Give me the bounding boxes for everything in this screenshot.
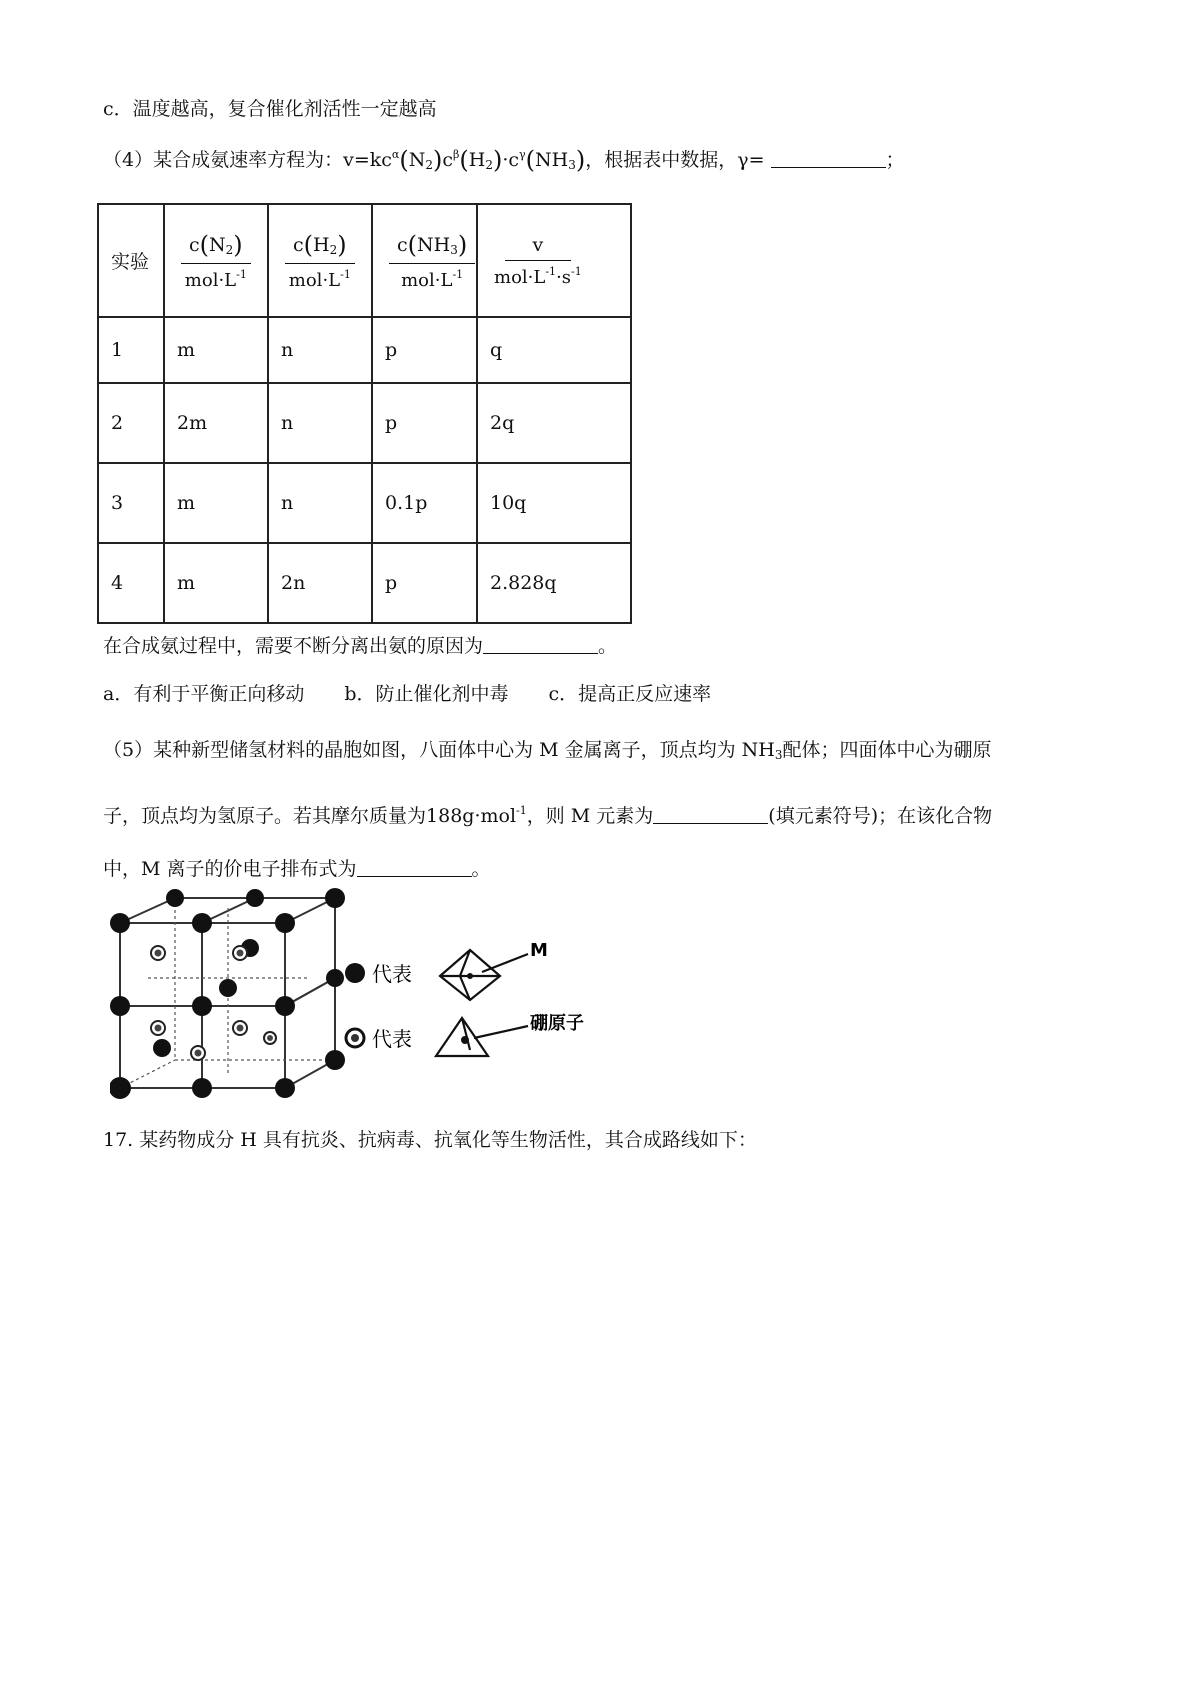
table-row: [98, 383, 631, 463]
options-line: [103, 680, 711, 708]
table-row: [98, 463, 631, 543]
c-symbol: c: [397, 233, 408, 256]
q5-line2: [103, 797, 992, 830]
q5-text: 子，顶点均为氢原子。若其摩尔质量为: [103, 805, 427, 827]
c-symbol: c: [442, 149, 454, 171]
label-boron: 硼原子: [530, 1013, 584, 1034]
header-c-nh3: $\frac{c(NH_3)}{mol\cdot L^{-1}}$: [372, 204, 477, 317]
gamma: γ: [519, 148, 526, 161]
q5-line1: [103, 736, 992, 769]
table-cell: 4: [98, 543, 164, 623]
unit-mol-l: mol·L: [184, 269, 237, 291]
header-c-n2: $\frac{c(N_2)}{mol\cdot L^{-1}}$: [164, 204, 268, 317]
option-b: b．防止催化剂中毒: [344, 683, 509, 705]
h-symbol: H: [313, 233, 330, 256]
label-m: M: [530, 940, 548, 961]
octahedron-icon: [440, 950, 528, 1000]
unit-s: ·s: [556, 266, 572, 288]
c-symbol: c: [189, 233, 200, 256]
unit-mol-l: mol·L: [288, 269, 341, 291]
q5-text: ，则 M 元素为: [526, 805, 654, 827]
answer-blank[interactable]: [357, 858, 472, 877]
table-header-row: [98, 204, 631, 317]
rate-data-table: [97, 203, 632, 624]
table-cell: p: [372, 317, 477, 383]
n-symbol: N: [408, 149, 426, 171]
table-cell: n: [268, 383, 372, 463]
q17-line: 17. 某药物成分 H 具有抗炎、抗病毒、抗氧化等生物活性，其合成路线如下：: [103, 1129, 757, 1151]
table-cell: p: [372, 383, 477, 463]
crystal-cell-figure: [110, 888, 630, 1108]
q4-after: ，根据表中数据，γ=: [585, 149, 765, 171]
reason-end: 。: [598, 635, 618, 657]
header-c-h2: $\frac{c(H_2)}{mol\cdot L^{-1}}$: [268, 204, 372, 317]
molar-mass: 188g·mol: [426, 805, 517, 827]
table-cell: 2.828q: [477, 543, 631, 623]
unit-mol-l: mol·L: [401, 269, 453, 291]
nh-symbol: NH: [535, 149, 569, 171]
table-cell: m: [164, 463, 268, 543]
nh-symbol: NH: [417, 233, 451, 256]
exp: -1: [236, 267, 247, 281]
table-cell: m: [164, 543, 268, 623]
table-cell: q: [477, 317, 631, 383]
q5-end: 。: [471, 858, 491, 880]
option-c: c．提高正反应速率: [548, 683, 712, 705]
answer-blank[interactable]: [771, 149, 886, 168]
sub-2: 2: [485, 158, 493, 172]
answer-blank[interactable]: [653, 805, 768, 824]
exp: -1: [340, 267, 351, 281]
exp: -1: [516, 804, 527, 817]
q5-line3: [103, 855, 491, 883]
sub-2: 2: [425, 158, 433, 172]
table-cell: 0.1p: [372, 463, 477, 543]
exp: -1: [545, 264, 557, 278]
exp: -1: [452, 267, 464, 281]
legend-text-1: 代表: [372, 962, 412, 986]
table-cell: 2q: [477, 383, 631, 463]
c-symbol: c: [293, 233, 304, 256]
tetrahedron-icon: [436, 1018, 528, 1056]
q5-text: （5）某种新型储氢材料的晶胞如图，八面体中心为 M 金属离子，顶点均为: [103, 739, 742, 761]
table-cell: n: [268, 317, 372, 383]
option-c-line: c．温度越高，复合催化剂活性一定越高: [103, 98, 437, 120]
exp: -1: [571, 264, 582, 278]
reason-text: 在合成氨过程中，需要不断分离出氨的原因为: [103, 635, 484, 657]
c-symbol: c: [508, 149, 520, 171]
q4-rate-equation: （4）某合成氨速率方程为：$v=kc^\alpha(N_2)c^\beta(H_2)\cdot c^\gamma(NH_3)$，根据表中数据，γ= ；: [103, 146, 905, 174]
reason-line: [103, 632, 617, 660]
q5-text: 配体；四面体中心为硼原: [782, 739, 992, 761]
nh-symbol: NH: [741, 739, 775, 761]
table-row: [98, 317, 631, 383]
q5-text: 中，M 离子的价电子排布式为: [103, 858, 357, 880]
q4-end: ；: [885, 149, 905, 171]
header-v: [477, 204, 631, 317]
sub-2: 2: [329, 242, 338, 257]
n-symbol: N: [209, 233, 226, 256]
table-cell: 2m: [164, 383, 268, 463]
q5-text: (填元素符号)；在该化合物: [768, 805, 993, 827]
table-cell: 3: [98, 463, 164, 543]
table-cell: n: [268, 463, 372, 543]
beta: β: [453, 148, 460, 161]
table-cell: 2n: [268, 543, 372, 623]
q4-prefix: （4）某合成氨速率方程为：: [103, 149, 344, 171]
unit-mol-l: mol·L: [494, 266, 546, 288]
table-cell: p: [372, 543, 477, 623]
dot: ·: [502, 149, 509, 171]
table-cell: m: [164, 317, 268, 383]
sub-3: 3: [450, 242, 458, 257]
q4-v-eq: v=kc: [343, 149, 392, 171]
header-experiment: 实验: [98, 204, 164, 317]
v-symbol: v: [532, 233, 544, 256]
sub-3: 3: [568, 158, 576, 172]
table-cell: 10q: [477, 463, 631, 543]
alpha: α: [391, 148, 400, 161]
answer-blank[interactable]: [483, 635, 598, 654]
legend-text-2: 代表: [372, 1027, 412, 1051]
sub-3: 3: [774, 748, 783, 762]
option-a: a．有利于平衡正向移动: [103, 683, 305, 705]
table-cell: 2: [98, 383, 164, 463]
table-cell: 1: [98, 317, 164, 383]
sub-2: 2: [225, 242, 234, 257]
h-symbol: H: [468, 149, 486, 171]
table-row: [98, 543, 631, 623]
